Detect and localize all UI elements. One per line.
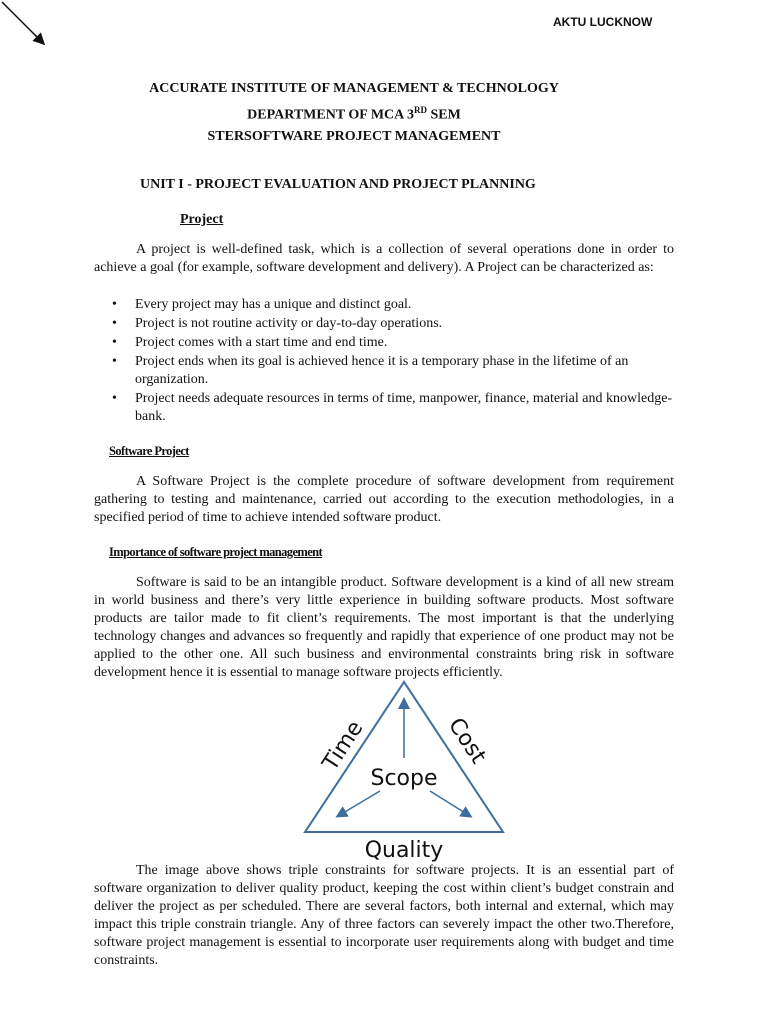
- project-characteristics-list: [112, 296, 674, 427]
- scope-arrow-right: [430, 791, 470, 816]
- ordinal-suffix: RD: [414, 105, 427, 115]
- list-item: • Project is not routine activity or day-to-day operations.: [112, 315, 674, 333]
- list-item: • Project ends when its goal is achieved hence it is a temporary phase in the lifetime of an organization.: [112, 353, 674, 389]
- department-title: [40, 105, 668, 124]
- department-text: DEPARTMENT OF MCA 3: [247, 107, 414, 123]
- label-cost: Cost: [442, 713, 491, 769]
- triple-constraint-paragraph: [94, 862, 674, 970]
- semester-text: SEM: [427, 107, 461, 123]
- header-university: AKTU LUCKNOW: [553, 15, 653, 29]
- label-scope: Scope: [370, 766, 438, 791]
- triple-constraint-text: The image above shows triple constraints for software projects. It is an essential part of software organization to deliver quality product, keeping the cost within client’s budget constrain and deliver the project as per scheduled. There are several factors, both internal and external, which may impact this triple constrain triangle. Any of three factors can severely impact the other two.Therefore, software project management is essential to incorporate user requirements along with budget and time constraints.: [94, 863, 674, 968]
- list-item: • Project needs adequate resources in terms of time, manpower, finance, material and knowledge-bank.: [112, 390, 674, 426]
- project-intro: [94, 241, 674, 277]
- label-quality: Quality: [364, 838, 444, 863]
- unit-title: UNIT I - PROJECT EVALUATION AND PROJECT PLANNING: [140, 177, 536, 192]
- list-item: • Project comes with a start time and end time.: [112, 334, 674, 352]
- institute-title: ACCURATE INSTITUTE OF MANAGEMENT & TECHNOLOGY: [149, 81, 559, 96]
- list-item: • Every project may has a unique and distinct goal.: [112, 296, 674, 314]
- software-project-heading: Software Project: [109, 444, 189, 458]
- importance-text: Software is said to be an intangible product. Software development is a kind of all new stream in world business and there’s very little experience in building software products. Most software products are tailor made to fit client’s requirements. The most important is that the underlying technology changes and advances so frequently and rapidly that experience of one product may not be applied to the other one. All such business and environmental constraints bring risk in software development hence it is essential to manage software projects efficiently.: [94, 575, 674, 680]
- software-project-paragraph: [94, 473, 674, 527]
- project-heading: Project: [180, 212, 224, 227]
- importance-heading: Importance of software project management: [109, 545, 323, 559]
- triple-constraint-diagram: [296, 676, 516, 866]
- subject-title: STERSOFTWARE PROJECT MANAGEMENT: [207, 129, 501, 144]
- importance-paragraph: [94, 574, 674, 682]
- project-intro-text: A project is well-defined task, which is a collection of several operations done in order to achieve a goal (for example, software development and delivery). A Project can be characterized as:: [94, 242, 674, 275]
- label-time: Time: [318, 716, 369, 776]
- corner-arrow-icon: [0, 0, 50, 50]
- scope-arrow-left: [338, 791, 380, 816]
- software-project-text: A Software Project is the complete procedure of software development from requirement gathering to testing and maintenance, carried out according to the execution methodologies, in a specified period of time to achieve intended software product.: [94, 474, 674, 525]
